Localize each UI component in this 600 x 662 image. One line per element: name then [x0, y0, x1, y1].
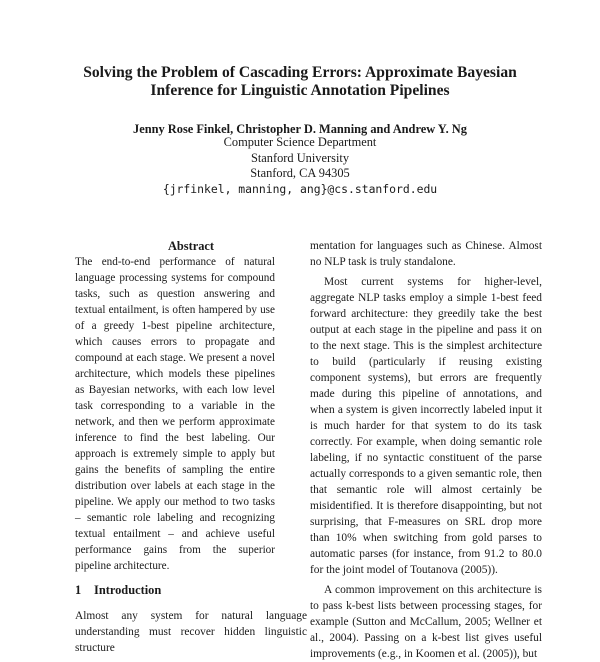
- email-address: {jrfinkel, manning, ang}@cs.stanford.edu: [162, 181, 438, 196]
- right-column: [310, 238, 542, 662]
- title-line-1: Solving the Problem of Cascading Errors: Approximate Bayesian: [83, 64, 517, 81]
- abstract-text: The end-to-end performance of natural language processing systems for compound tasks, such as question answering and textual entailment, is often hampered by use of a greedy 1-best pipeline architecture, which causes errors to propagate and compound at each stage. We present a novel architecture, which models these pipelines as Bayesian networks, with each low level task corresponding to a variable in the network, and then we perform approximate inference to find the best labeling. Our approach is extremely simple to apply but gains the benefits of sampling the entire distribution over labels at each stage in the pipeline. We apply our method to two tasks – semantic role labeling and recognizing textual entailment – and achieve useful performance gains from the superior pipeline architecture.: [75, 256, 275, 572]
- body-paragraph-1: mentation for languages such as Chinese. Almost no NLP task is truly standalone.: [310, 240, 542, 268]
- affiliation-block: [60, 135, 540, 197]
- author-list: Jenny Rose Finkel, Christopher D. Manning and Andrew Y. Ng: [133, 122, 467, 136]
- section-number: 1: [75, 583, 82, 597]
- body-paragraph-3: A common improvement on this architecture is to pass k-best lists between processing stages, for example (Sutton and McCallum, 2005; Wellner et al., 2004). Passing on a k-best list gives useful improvements (e.g., in Koomen et al. (2005)), but: [310, 584, 542, 660]
- introduction-text: Almost any system for natural language understanding must recover hidden linguistic structure: [75, 610, 307, 654]
- abstract-heading: Abstract: [167, 239, 215, 253]
- location: Stanford, CA 94305: [250, 166, 350, 180]
- paper-title: [60, 64, 540, 100]
- body-paragraph-2: Most current systems for higher-level, aggregate NLP tasks employ a simple 1-best feed forward architecture: they greedily take the best output at each stage in the pipeline and pass it on to the next stage. This is the simplest architecture to build (particularly if reusing existing component systems), but errors are frequently made during this pipeline of annotations, and when a system is given incorrectly labeled input it is much harder for that system to do its task correctly. For example, when doing semantic role labeling, if no syntactic constituent of the parse actually corresponds to a given semantic role, then that semantic role will almost certainly be misidentified. It is therefore disappointing, but not surprising, that F-measures on SRL drop more than 10% when switching from gold parses to automatic parses (for instance, from 91.2 to 80.0 for the joint model of Toutanova (2005)).: [310, 276, 542, 576]
- university: Stanford University: [250, 150, 350, 165]
- title-line-2: Inference for Linguistic Annotation Pipelines: [150, 82, 450, 99]
- section-title: Introduction: [94, 583, 162, 597]
- department: Computer Science Department: [223, 135, 377, 149]
- left-column: [75, 238, 307, 656]
- section-heading-introduction: [75, 582, 307, 598]
